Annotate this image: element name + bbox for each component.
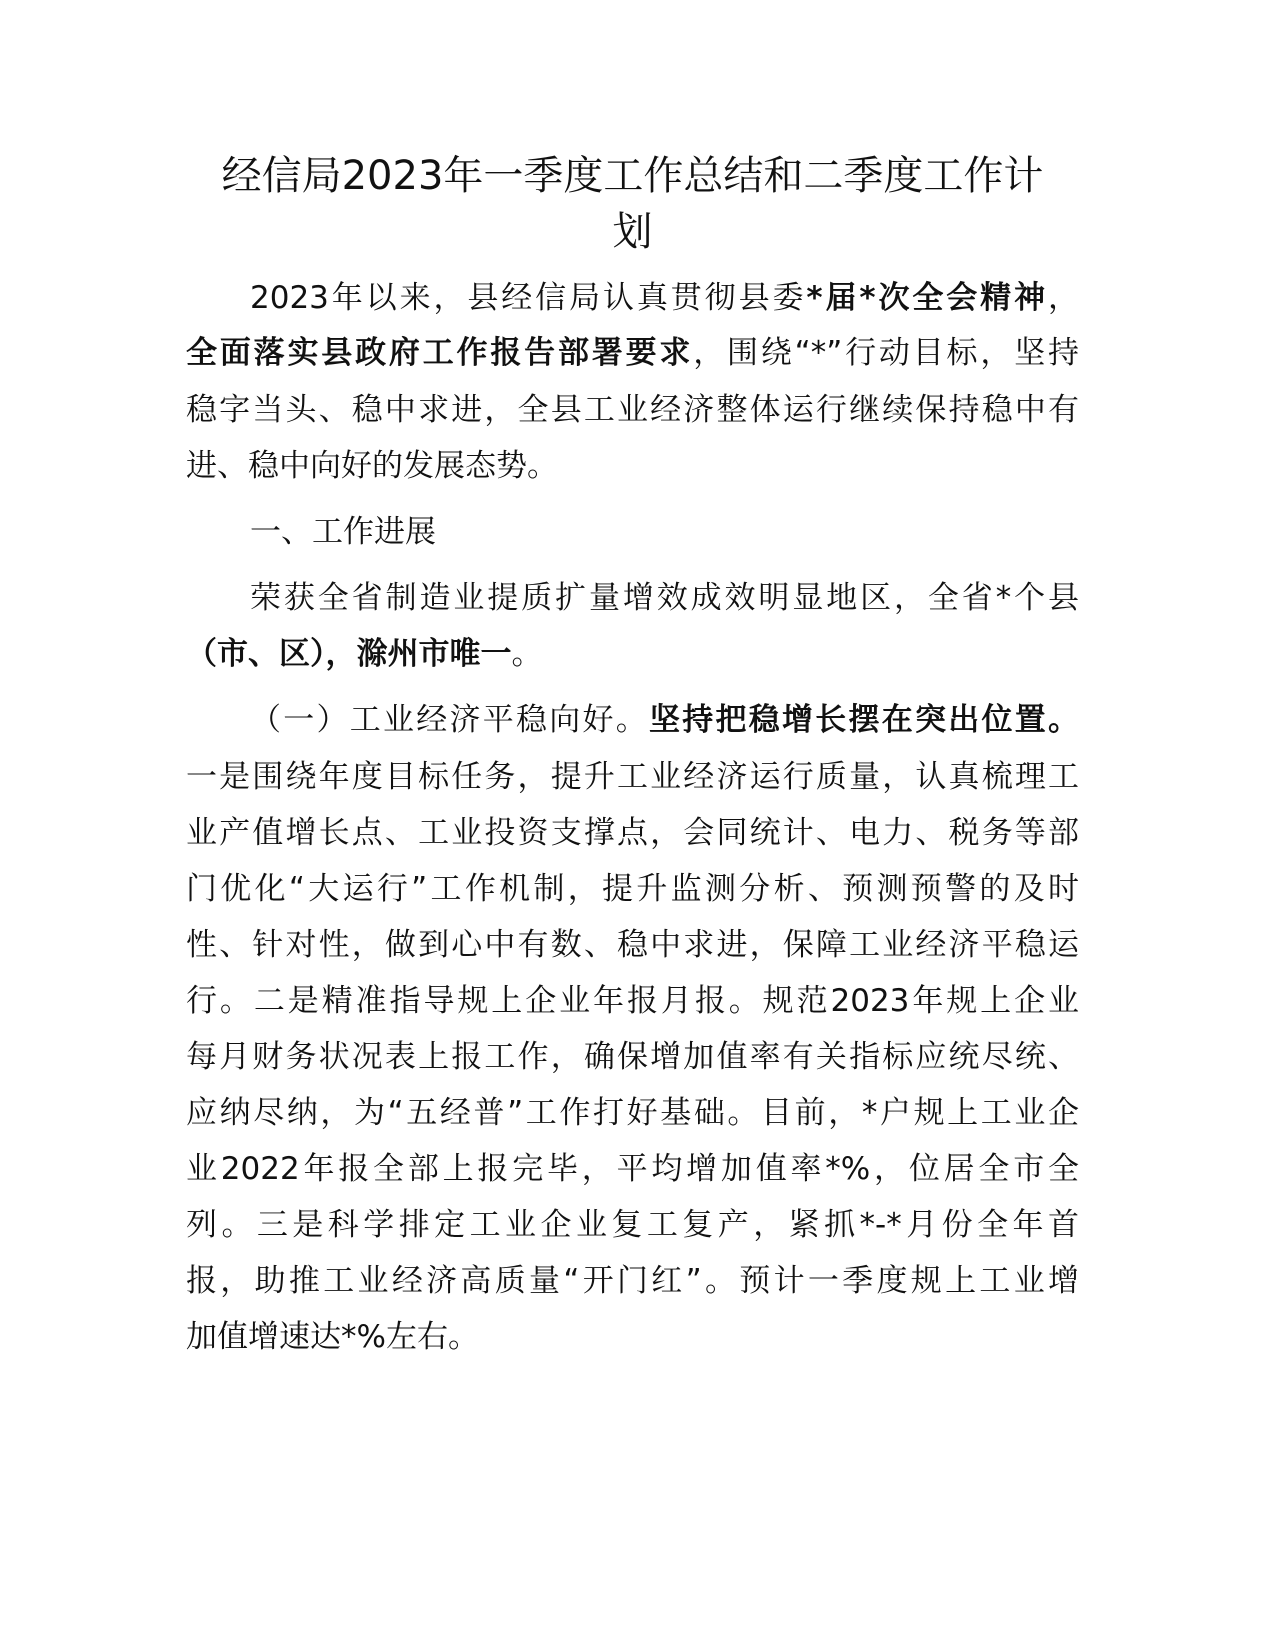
document-title [180,148,1085,260]
part1-line: 性、针对性，做到心中有数、稳中求进，保障工业经济平稳运 [186,927,1079,963]
part1-line: 报，助推工业经济高质量“开门红”。预计一季度规上工业增 [186,1263,1079,1299]
part1-line: 应纳尽纳，为“五经普”工作打好基础。目前，*户规上工业企 [186,1095,1079,1131]
part1-line: 一是围绕年度目标任务，提升工业经济运行质量，认真梳理工 [186,759,1079,795]
part1-line: 列。三是科学排定工业企业复工复产，紧抓*-*月份全年首 [186,1207,1079,1243]
award-line-1: 荣获全省制造业提质扩量增效成效明显地区，全省*个县 [250,580,1079,616]
part1-last-line: 加值增速达*%左右。 [186,1319,479,1355]
part1-line: 每月财务状况表上报工作，确保增加值率有关指标应统尽统、 [186,1039,1079,1075]
award-line-2: （市、区），滁州市唯一。 [186,636,543,672]
part1-line: 门优化“大运行”工作机制，提升监测分析、预测预警的及时 [186,871,1079,907]
part1-line: 业2022年报全部上报完毕，平均增加值率*%，位居全市全 [186,1151,1079,1187]
intro-line-3: 稳字当头、稳中求进，全县工业经济整体运行继续保持稳中有 [186,392,1079,428]
intro-line-4: 进、稳中向好的发展态势。 [186,448,558,484]
part1-heading: （一）工业经济平稳向好。坚持把稳增长摆在突出位置。 [250,702,1079,738]
intro-line-1: 2023年以来，县经信局认真贯彻县委*届*次全会精神， [250,280,1079,316]
title-line-1: 经信局2023年一季度工作总结和二季度工作计 [221,153,1044,199]
part1-line: 业产值增长点、工业投资支撑点，会同统计、电力、税务等部 [186,815,1079,851]
title-line-2: 划 [612,209,653,255]
part1-line: 行。二是精准指导规上企业年报月报。规范2023年规上企业 [186,983,1079,1019]
intro-line-2: 全面落实县政府工作报告部署要求，围绕“*”行动目标，坚持 [186,335,1080,371]
section-heading: 一、工作进展 [250,514,436,550]
